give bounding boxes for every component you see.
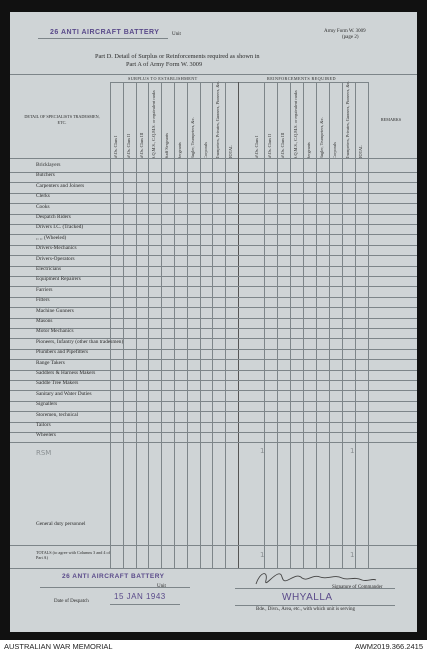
table-row-line — [10, 203, 417, 204]
table-row-line — [10, 401, 417, 402]
location-stamp: WHYALLA — [282, 592, 333, 603]
surplus-group-header: SURPLUS TO ESTABLISHMENT — [128, 76, 198, 81]
date-stamp: 15 JAN 1943 — [114, 592, 166, 601]
table-row-line — [10, 286, 417, 287]
unit-label: Unit — [172, 32, 181, 37]
date-underline — [110, 604, 180, 605]
surplus-column-header: TOTAL — [228, 145, 234, 159]
table-row-label: Drivers-Mechanics — [36, 245, 77, 252]
table-row-label: Sanitary and Water Duties — [36, 390, 92, 397]
surplus-column-header: Corporals — [202, 142, 208, 159]
grid-column-line — [161, 82, 162, 568]
location-underline — [235, 605, 395, 606]
surplus-column-header: Trumpeters, Privates, Gunners, Pioneers, &c. — [215, 81, 221, 159]
table-row-label: Clerks — [36, 193, 50, 200]
table-row-label: Range Takers — [36, 359, 65, 366]
caption-left: AUSTRALIAN WAR MEMORIAL — [4, 642, 113, 651]
reinforcement-column-header: TOTAL — [358, 145, 363, 159]
unit-underline — [38, 38, 168, 39]
grid-column-line — [264, 82, 265, 568]
surplus-column-header: W.Os. Class I — [113, 135, 118, 159]
form-title-line1: Part D. Detail of Surplus or Reinforcements required as shown in — [95, 53, 260, 60]
table-row-line — [10, 193, 417, 194]
totals-entry-total: 1 — [350, 551, 355, 559]
table-row-label: Butchers — [36, 172, 55, 179]
grid-column-line — [123, 82, 124, 568]
totals-top-border — [10, 545, 417, 546]
reinforcement-column-header: Sergeants — [306, 142, 311, 159]
table-row-line — [10, 297, 417, 298]
table-row-label: Masons — [36, 318, 53, 324]
reinforcement-column-header: Corporals — [332, 142, 337, 159]
table-row-line — [10, 234, 417, 235]
signature-label: Signature of Commander — [332, 585, 383, 590]
table-row-label: Storemen, technical — [36, 411, 79, 418]
table-row-line — [10, 432, 417, 433]
table-row-line — [10, 172, 417, 173]
grid-column-line — [136, 82, 137, 568]
surplus-column-header: S.Q.M.S., C.Q.M.S. or equivalent ranks — [151, 90, 157, 159]
table-row-line — [10, 266, 417, 267]
table-row-line — [10, 359, 417, 360]
grid-column-line — [290, 82, 291, 568]
table-row-label: Machine Gunners — [36, 307, 74, 314]
handwritten-entry-wo1: 1 — [260, 447, 265, 455]
reinforcement-column-header: W.Os. Class II — [267, 134, 272, 159]
table-row-label: Drivers-Operators — [36, 255, 75, 262]
surplus-column-header: W.Os. Class II — [125, 134, 131, 159]
grid-column-line — [110, 82, 111, 568]
remarks-header: REMARKS — [380, 117, 402, 122]
handwritten-rsm: RSM — [36, 449, 52, 457]
specialists-header: DETAIL OF SPECIALISTS TRADESMEN, ETC. — [24, 114, 100, 125]
table-row-label: ,, ,, (Wheeled) — [36, 234, 67, 241]
grid-column-line — [329, 82, 330, 568]
table-row-line — [10, 442, 417, 443]
grid-column-line — [303, 82, 304, 568]
footer-unit-underline — [40, 587, 190, 588]
reinforcement-column-header: W.Os. Class III — [280, 132, 285, 159]
army-form-page — [10, 12, 417, 632]
unit-stamp: 26 ANTI AIRCRAFT BATTERY — [50, 29, 160, 36]
table-row-label: Motor Mechanics — [36, 328, 74, 335]
table-row-label: Tailors — [36, 422, 51, 428]
table-row-label: Saddle Tree Makers — [36, 380, 79, 387]
grid-column-line — [225, 82, 226, 568]
reinforcement-column-header: S.Q.M.S., C.Q.M.S. or equivalent ranks — [293, 90, 298, 159]
table-row-label: Saddlers & Harness Makers — [36, 370, 96, 376]
surplus-column-header: Staff Sergeants — [164, 133, 170, 159]
table-row-line — [10, 318, 417, 319]
handwritten-entry-total: 1 — [350, 447, 355, 455]
grid-column-line — [187, 82, 188, 568]
reinforcements-group-header: REINFORCEMENTS REQUIRED — [267, 76, 336, 81]
general-duty-label: General duty personnel — [36, 521, 86, 527]
surplus-column-header: W.Os. Class III — [138, 132, 144, 159]
grid-column-line — [316, 82, 317, 568]
grid-column-line — [238, 82, 239, 568]
reinforcement-column-header: Trumpeters, Privates, Gunners, Pioneers, &c. — [345, 81, 350, 159]
table-row-label: Electricians — [36, 266, 61, 272]
page-reference: (page 2) — [342, 35, 359, 40]
grid-column-line — [355, 82, 356, 568]
location-label: Bde., Divn., Area, etc., with which unit is serving — [256, 607, 356, 612]
surplus-column-header: Bugler, Trumpeters, &c. — [189, 117, 195, 159]
grid-column-line — [277, 82, 278, 568]
grid-column-line — [200, 82, 201, 568]
table-row-label: Carpenters and Joiners — [36, 182, 85, 189]
table-row-label: Equipment Repairers — [36, 276, 81, 283]
table-row-label: Drivers I.C. (Tracked) — [36, 224, 84, 231]
table-row-label: Farriers — [36, 286, 53, 293]
form-reference: Army Form W. 3009 — [324, 29, 366, 34]
table-row-label: Plumbers and Pipefitters — [36, 349, 89, 356]
table-row-label: Despatch Riders — [36, 214, 71, 220]
table-row-line — [10, 214, 417, 215]
grid-column-line — [212, 82, 213, 568]
footer-unit-label: Unit — [157, 584, 166, 589]
caption-right: AWM2019.366.2415 — [354, 642, 423, 651]
table-row-label: Signallers — [36, 401, 58, 408]
surplus-column-header: Sergeants — [177, 142, 182, 159]
table-row-label: Wheelers — [36, 432, 56, 439]
form-title-line2: Part A of Army Form W. 3009 — [126, 61, 203, 68]
table-row-label: Pioneers, Infantry (other than tradesmen) — [36, 338, 124, 345]
table-row-label: Cooks — [36, 203, 50, 210]
caption-bar — [0, 640, 427, 653]
table-top-border — [10, 74, 417, 75]
reinforcement-column-header: W.Os. Class I — [254, 135, 259, 159]
grid-column-line — [148, 82, 149, 568]
reinforcement-column-header: Bugler, Trumpeters, &c. — [319, 117, 324, 159]
grid-column-line — [368, 82, 369, 568]
table-row-label: Bricklayers — [36, 162, 61, 168]
totals-label: TOTALS (to agree with Columns 3 and 4 of Part A) — [36, 550, 111, 560]
table-row-label: Fitters — [36, 297, 50, 304]
grid-column-line — [342, 82, 343, 568]
totals-entry-wo1: 1 — [260, 551, 265, 559]
table-row-line — [10, 422, 417, 423]
footer-unit-stamp: 26 ANTI AIRCRAFT BATTERY — [62, 573, 165, 580]
date-of-despatch-label: Date of Despatch — [54, 599, 89, 604]
grid-column-line — [174, 82, 175, 568]
